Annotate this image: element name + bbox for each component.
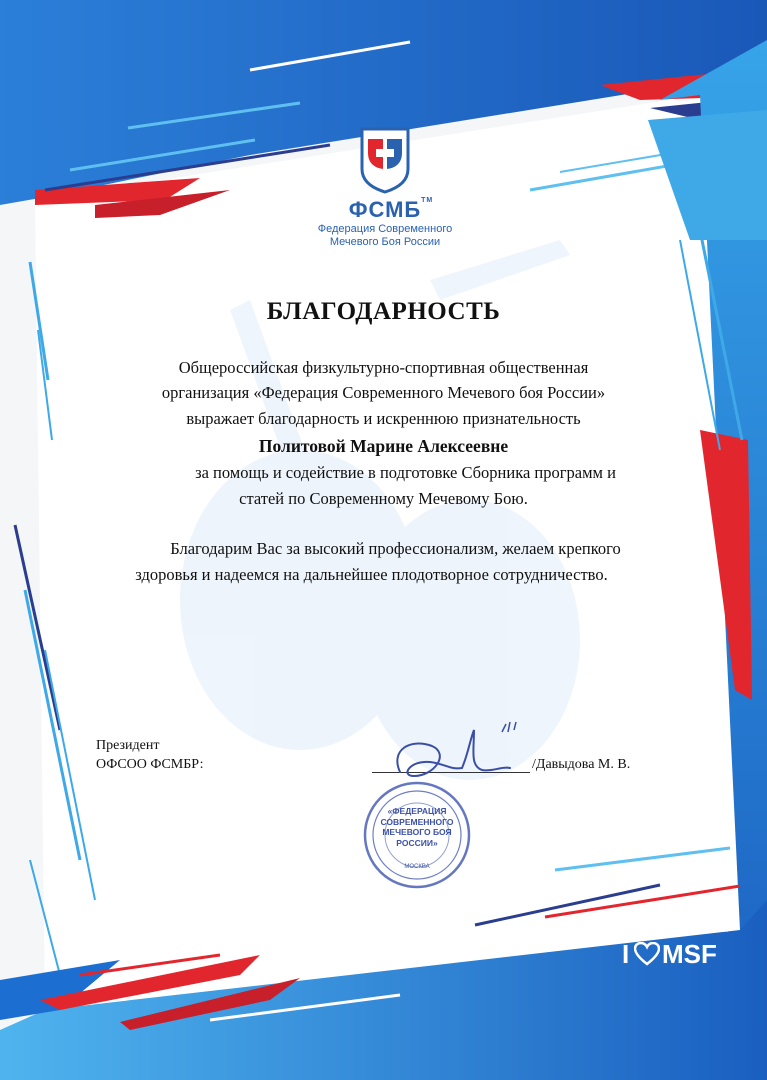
brand-letter: I — [622, 939, 630, 969]
heart-icon — [634, 942, 660, 966]
body-line-3: выражает благодарность и искреннюю признательность — [186, 409, 581, 428]
body-line-6: Благодарим Вас за высокий профессионализм, желаем крепкого — [170, 539, 621, 558]
recipient-name: Политовой Марине Алексеевне — [258, 436, 509, 456]
federation-logo — [300, 125, 470, 275]
body-line-4: за помощь и содействие в подготовке Сборника программ и — [195, 463, 616, 482]
shield-sword-icon — [358, 125, 412, 195]
certificate-title: БЛАГОДАРНОСТЬ — [266, 298, 501, 325]
body-line-7: здоровья и надеемся на дальнейшее плодотворное сотрудничество. — [135, 565, 608, 584]
signer-position-line2: ОФСОО ФСМБР: — [96, 757, 204, 772]
trademark-mark: TM — [421, 197, 434, 204]
body-line-2: организация «Федерация Современного Мечевого боя России» — [161, 383, 606, 402]
logo-abbreviation: ФСМБ TM — [348, 197, 434, 222]
logo-subtitle-line1: Федерация Современного — [317, 223, 453, 235]
signer-name: /Давыдова М. В. — [532, 757, 631, 772]
stamp-city: МОСКВА — [404, 864, 430, 870]
signer-position-line1: Президент — [96, 738, 160, 753]
handwritten-signature — [370, 710, 530, 790]
stamp-text: «ФЕДЕРАЦИЯ СОВРЕМЕННОГО МЕЧЕВОГО БОЯ РОССИИ» — [380, 806, 454, 848]
brand-url: www.IFMSF.com — [675, 927, 728, 934]
body-line-1: Общероссийская физкультурно-спортивная общественная — [178, 358, 589, 377]
brand-name: MSF — [662, 939, 717, 969]
body-line-5: статей по Современному Мечевому Бою. — [239, 489, 528, 508]
logo-subtitle-line2: Мечевого Боя России — [329, 236, 441, 248]
imsf-brand-logo — [620, 925, 730, 975]
